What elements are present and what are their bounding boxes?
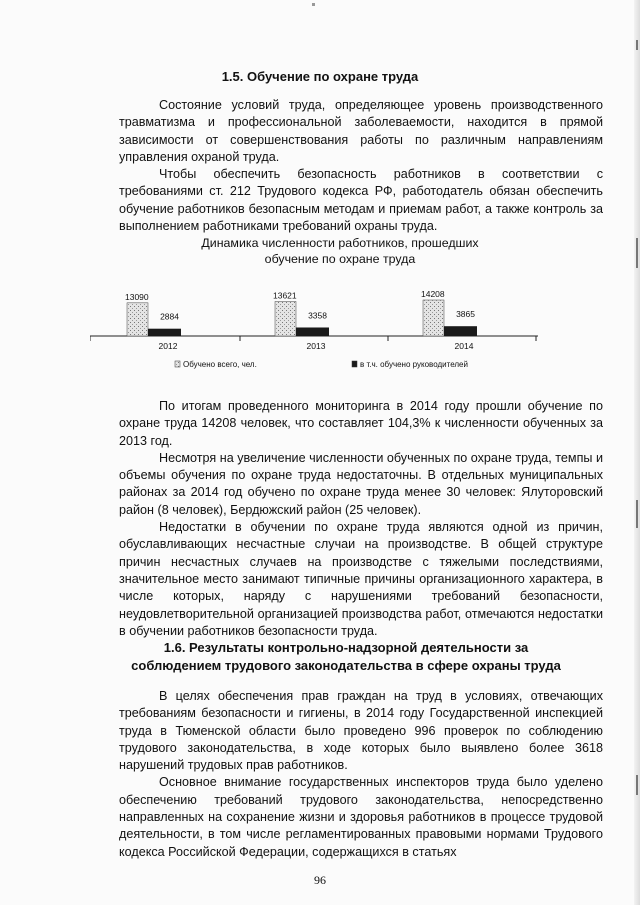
legend-label: Обучено всего, чел.	[183, 360, 257, 369]
page-edge	[634, 0, 640, 905]
paragraph: По итогам проведенного мониторинга в 2014 году прошли обучение по охране труда 14208 человек, что составляет 104,3% к численности обученных за 2013 год.	[119, 399, 603, 448]
bar-total	[127, 303, 148, 336]
paragraph: В целях обеспечения прав граждан на труд в условиях, отвечающих требованиям безопасности и гигиены, в 2014 году Государственной инспекцией труда в Тюменской области было проведено 996 проверок по соблюдению трудового законодательства, в ходе которых было выявлено более 3618 нарушений трудовых прав работников.	[119, 689, 603, 773]
training-bar-chart	[90, 282, 540, 374]
bar-total	[275, 301, 296, 336]
legend-swatch	[175, 361, 180, 367]
page-edge-mark	[636, 500, 638, 528]
bar-managers	[148, 329, 181, 336]
page-edge-mark	[636, 40, 638, 50]
paragraph: Несмотря на увеличение численности обученных по охране труда, темпы и объемы обучения по охране труда недостаточны. В отдельных муниципальных районах за 2014 год обучено по охране труда менее 30 человек: Ялуторовский район (8 человек), Бердюжский район (25 человек).	[119, 450, 603, 517]
x-tick-label: 2013	[306, 341, 326, 351]
chart-title: Динамика численности работников, прошедших обучение по охране труда	[201, 236, 479, 266]
heading-line: соблюдением трудового законодательства в сфере охраны труда	[131, 658, 561, 673]
data-label: 14208	[421, 289, 445, 299]
paragraph: Состояние условий труда, определяющее уровень производственного травматизма и профессиональной заболеваемости, находится в прямой зависимости от совершенствования работы по различным направлениям управления охраной труда.	[119, 98, 603, 164]
data-label: 13090	[125, 291, 149, 302]
data-label: 3865	[456, 309, 475, 320]
data-label: 3358	[308, 310, 327, 321]
bar-managers	[296, 327, 329, 336]
paragraph: Недостатки в обучении по охране труда являются одной из причин, обуславливающих несчастные случаи на производстве. В общей структуре причин несчастных случаев на производстве с тяжелыми последствиями, значительное место занимают типичные причины организационного характера, в числе которых, наряду с нарушениями требований безопасности, неудовлетворительной организацией производства работ, отмечаются недостатки в обучении работников безопасности труда.	[119, 520, 603, 638]
page-number: 96	[314, 873, 326, 887]
section-1-5-body	[119, 398, 603, 640]
data-label: 2884	[160, 311, 179, 322]
page-edge-mark	[636, 238, 638, 268]
x-tick-label: 2012	[158, 341, 178, 351]
legend-swatch	[352, 361, 357, 367]
scan-speck	[312, 3, 315, 6]
section-heading-1-5: 1.5. Обучение по охране труда	[221, 69, 419, 84]
legend-label: в т.ч. обучено руководителей	[360, 360, 468, 369]
data-label: 13621	[273, 290, 297, 301]
paragraph: Чтобы обеспечить безопасность работников в соответствии с требованиями ст. 212 Трудового кодекса РФ, работодатель обязан обеспечить обучение работников безопасным методам и приемам работ, а также контроль за выполнением работниками требований охраны труда.	[119, 167, 603, 234]
section-1-6-body	[119, 688, 603, 861]
section-1-5-intro	[119, 97, 603, 235]
page-edge-mark	[636, 775, 638, 795]
bar-managers	[444, 326, 477, 336]
heading-line: 1.6. Результаты контрольно-надзорной деятельности за	[163, 640, 529, 655]
section-heading-1-6	[96, 639, 596, 675]
x-tick-label: 2014	[454, 341, 474, 351]
paragraph: Основное внимание государственных инспекторов труда было уделено обеспечению требований трудового законодательства, непосредственно направленных на сохранение жизни и здоровья работников в процессе трудовой деятельности, в том числе регламентированных правовыми нормами Трудового кодекса Российской Федерации, содержащихся в статьях	[119, 775, 603, 859]
bar-total	[423, 300, 444, 336]
